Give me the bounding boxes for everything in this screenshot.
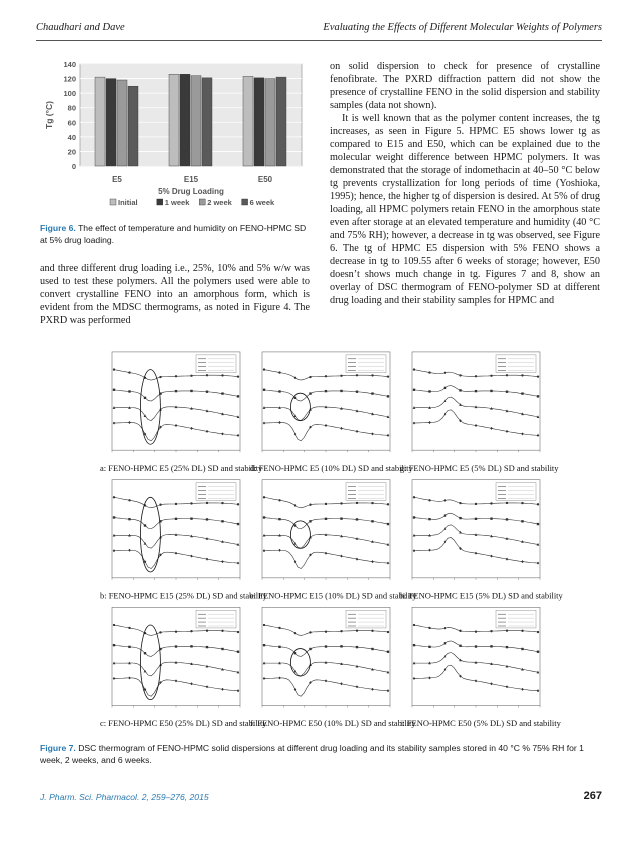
- bar-E50-1-week: [254, 78, 264, 166]
- curve-marker: [537, 503, 539, 505]
- curve-marker: [221, 502, 223, 504]
- curve-marker: [387, 395, 389, 397]
- curve-marker: [413, 516, 415, 518]
- bar-E50-2-week: [265, 79, 275, 166]
- figure-7-caption: [40, 742, 602, 766]
- thermogram-panel: [100, 352, 263, 473]
- header-authors: Chaudhari and Dave: [36, 22, 125, 33]
- panel-legend-box: [346, 610, 386, 628]
- curve-marker: [278, 371, 280, 373]
- curve-marker: [128, 390, 130, 392]
- curve-marker: [490, 630, 492, 632]
- curve-marker: [490, 645, 492, 647]
- curve-marker: [340, 630, 342, 632]
- panel-label: g: FENO-HPMC E5 (5% DL) SD and stability: [400, 462, 559, 473]
- curve-marker: [325, 503, 327, 505]
- x-tick-label: E50: [257, 175, 273, 184]
- bar-E15-1-week: [180, 74, 190, 166]
- curve-marker: [537, 395, 539, 397]
- curve-marker: [521, 374, 523, 376]
- curve-marker: [144, 524, 146, 526]
- curve-marker: [175, 390, 177, 392]
- curve-marker: [294, 632, 296, 634]
- curve-marker: [356, 518, 358, 520]
- panel-legend-box: [496, 610, 536, 628]
- legend-swatch: [242, 199, 248, 205]
- curve-marker: [371, 630, 373, 632]
- curve-marker: [506, 518, 508, 520]
- curve-marker: [309, 631, 311, 633]
- curve-marker: [325, 630, 327, 632]
- legend-label: Initial: [118, 198, 138, 207]
- header-rule: [36, 40, 602, 41]
- curve-marker: [537, 651, 539, 653]
- curve-marker: [444, 372, 446, 374]
- curve-marker: [506, 646, 508, 648]
- figure-6-caption-label: Figure 6.: [40, 223, 76, 233]
- curve-marker: [356, 502, 358, 504]
- right-column-text: [330, 60, 600, 307]
- curve-marker: [190, 390, 192, 392]
- curve-marker: [387, 631, 389, 633]
- curve-marker: [371, 374, 373, 376]
- curve-marker: [113, 624, 115, 626]
- y-tick-label: 120: [63, 74, 76, 84]
- panel-legend-box: [196, 355, 236, 373]
- curve-marker: [159, 376, 161, 378]
- thermogram-panel: [100, 480, 268, 601]
- curve-marker: [325, 645, 327, 647]
- curve-marker: [475, 630, 477, 632]
- curve-marker: [428, 499, 430, 501]
- curve-marker: [444, 627, 446, 629]
- curve-marker: [475, 518, 477, 520]
- panel-label: c: FENO-HPMC E50 (25% DL) SD and stability: [100, 718, 267, 729]
- curve-marker: [263, 644, 265, 646]
- curve-marker: [294, 397, 296, 399]
- curve-marker: [278, 627, 280, 629]
- curve-marker: [113, 496, 115, 498]
- running-header: [36, 22, 602, 38]
- bar-E5-1-week: [106, 79, 116, 166]
- figure-7-thermogram-grid: [96, 348, 563, 736]
- curve-marker: [459, 389, 461, 391]
- bar-E15-Initial: [169, 74, 179, 166]
- curve-marker: [278, 499, 280, 501]
- curve-marker: [428, 627, 430, 629]
- curve-marker: [490, 502, 492, 504]
- bar-E15-6-week: [202, 78, 212, 166]
- thermogram-panel: [250, 480, 417, 601]
- curve-marker: [175, 375, 177, 377]
- curve-marker: [537, 631, 539, 633]
- curve-marker: [340, 375, 342, 377]
- curve-marker: [237, 651, 239, 653]
- thermogram-panel: [400, 480, 564, 601]
- curve-marker: [325, 518, 327, 520]
- curve-marker: [175, 630, 177, 632]
- curve-marker: [444, 387, 446, 389]
- curve-marker: [113, 389, 115, 391]
- curve-marker: [459, 630, 461, 632]
- curve-marker: [521, 520, 523, 522]
- figure-6-bar-chart: [40, 58, 310, 218]
- curve-marker: [221, 392, 223, 394]
- curve-marker: [278, 518, 280, 520]
- curve-marker: [387, 375, 389, 377]
- curve-marker: [356, 374, 358, 376]
- curve-marker: [159, 631, 161, 633]
- y-tick-label: 40: [67, 132, 76, 142]
- curve-marker: [175, 503, 177, 505]
- bar-E50-6-week: [276, 77, 286, 166]
- legend-swatch: [110, 199, 116, 205]
- curve-marker: [206, 629, 208, 631]
- page-number: 267: [583, 790, 602, 802]
- curve-marker: [413, 644, 415, 646]
- curve-marker: [537, 375, 539, 377]
- paragraph: and three different drug loading i.e., 25%, 10% and 5% w/w was used to test these polymers. All the polymers used were able to convert crystalline FENO into an amorphous form, which is evident from the MDSC thermograms, as noted in Figure 4. The PXRD was performed: [40, 263, 310, 326]
- thermogram-panel: [400, 607, 562, 728]
- curve-marker: [428, 371, 430, 373]
- curve-marker: [263, 496, 265, 498]
- curve-marker: [521, 648, 523, 650]
- curve-marker: [371, 502, 373, 504]
- curve-marker: [159, 504, 161, 506]
- curve-marker: [371, 648, 373, 650]
- curve-marker: [444, 642, 446, 644]
- curve-marker: [413, 368, 415, 370]
- y-tick-label: 100: [63, 89, 76, 99]
- panel-label: f: FENO-HPMC E50 (10% DL) SD and stability: [250, 718, 416, 729]
- curve-marker: [356, 646, 358, 648]
- curve-marker: [340, 645, 342, 647]
- curve-marker: [190, 630, 192, 632]
- figure-6-caption: [40, 222, 308, 246]
- panel-label: d: FENO-HPMC E5 (10% DL) SD and stability: [250, 462, 413, 473]
- curve-marker: [340, 502, 342, 504]
- y-tick-label: 80: [67, 103, 76, 113]
- curve-marker: [128, 518, 130, 520]
- panel-legend-box: [196, 610, 236, 628]
- curve-marker: [521, 630, 523, 632]
- curve-marker: [206, 391, 208, 393]
- panel-legend-box: [496, 483, 536, 501]
- curve-marker: [413, 624, 415, 626]
- curve-marker: [237, 375, 239, 377]
- journal-citation: J. Pharm. Sci. Pharmacol. 2, 259–276, 2015: [40, 792, 209, 802]
- curve-marker: [221, 520, 223, 522]
- curve-marker: [206, 502, 208, 504]
- curve-marker: [387, 503, 389, 505]
- panel-label: i: FENO-HPMC E50 (5% DL) SD and stability: [400, 718, 561, 729]
- curve-marker: [237, 395, 239, 397]
- panel-label: a: FENO-HPMC E5 (25% DL) SD and stability: [100, 462, 263, 473]
- curve-marker: [459, 502, 461, 504]
- curve-marker: [309, 648, 311, 650]
- curve-marker: [475, 503, 477, 505]
- figure-7-caption-text: DSC thermogram of FENO-HPMC solid dispersions at different drug loading and its stability samples stored in 40 °C % 75% RH for 1 week, 2 weeks, and 6 weeks.: [40, 743, 584, 765]
- page-footer: [40, 792, 602, 808]
- curve-marker: [263, 624, 265, 626]
- curve-marker: [237, 523, 239, 525]
- curve-marker: [206, 518, 208, 520]
- curve-marker: [490, 517, 492, 519]
- curve-marker: [144, 397, 146, 399]
- panel-label: e: FENO-HPMC E15 (10% DL) SD and stability: [250, 590, 417, 601]
- curve-marker: [294, 377, 296, 379]
- x-tick-label: E15: [183, 175, 199, 184]
- legend-swatch: [199, 199, 205, 205]
- curve-marker: [490, 390, 492, 392]
- left-column-text: [40, 262, 310, 327]
- curve-marker: [113, 516, 115, 518]
- thermogram-panel: [100, 607, 267, 728]
- curve-marker: [475, 645, 477, 647]
- curve-marker: [475, 390, 477, 392]
- bar-E5-6-week: [128, 86, 138, 166]
- curve-marker: [144, 652, 146, 654]
- legend-label: 1 week: [164, 198, 190, 207]
- curve-marker: [263, 368, 265, 370]
- y-tick-label: 60: [67, 118, 76, 128]
- curve-marker: [521, 392, 523, 394]
- curve-marker: [371, 392, 373, 394]
- curve-marker: [263, 516, 265, 518]
- curve-marker: [263, 389, 265, 391]
- curve-marker: [113, 644, 115, 646]
- curve-marker: [294, 652, 296, 654]
- curve-marker: [294, 524, 296, 526]
- legend-label: 2 week: [207, 198, 232, 207]
- curve-marker: [190, 645, 192, 647]
- curve-marker: [128, 371, 130, 373]
- curve-marker: [428, 646, 430, 648]
- curve-marker: [325, 375, 327, 377]
- curve-marker: [387, 651, 389, 653]
- figure-7-caption-label: Figure 7.: [40, 743, 76, 753]
- curve-marker: [413, 496, 415, 498]
- curve-marker: [413, 389, 415, 391]
- curve-marker: [325, 390, 327, 392]
- curve-marker: [206, 646, 208, 648]
- curve-marker: [356, 391, 358, 393]
- panel-legend-box: [346, 355, 386, 373]
- curve-marker: [237, 503, 239, 505]
- curve-marker: [278, 390, 280, 392]
- curve-marker: [475, 375, 477, 377]
- curve-marker: [175, 518, 177, 520]
- panel-legend-box: [346, 483, 386, 501]
- curve-marker: [459, 645, 461, 647]
- curve-marker: [175, 645, 177, 647]
- curve-marker: [221, 648, 223, 650]
- panel-label: b: FENO-HPMC E15 (25% DL) SD and stability: [100, 590, 268, 601]
- curve-marker: [309, 520, 311, 522]
- curve-marker: [506, 502, 508, 504]
- curve-marker: [521, 502, 523, 504]
- curve-marker: [190, 502, 192, 504]
- curve-marker: [309, 504, 311, 506]
- curve-marker: [428, 518, 430, 520]
- curve-marker: [387, 523, 389, 525]
- bar-E15-2-week: [191, 76, 201, 166]
- paragraph: on solid dispersion to check for presence of crystalline fenofibrate. The PXRD diffraction pattern did not show the presence of crystalline FENO in the solid dispersion and stability samples (data not shown).: [330, 61, 600, 111]
- curve-marker: [428, 390, 430, 392]
- curve-marker: [190, 517, 192, 519]
- y-tick-label: 20: [67, 147, 76, 157]
- panel-label: h: FENO-HPMC E15 (5% DL) SD and stability: [400, 590, 563, 601]
- panel-legend-box: [196, 483, 236, 501]
- curve-marker: [490, 375, 492, 377]
- curve-marker: [309, 376, 311, 378]
- curve-marker: [506, 374, 508, 376]
- bar-E5-Initial: [95, 77, 105, 166]
- curve-marker: [459, 374, 461, 376]
- curve-marker: [340, 517, 342, 519]
- curve-marker: [506, 629, 508, 631]
- y-tick-label: 140: [63, 60, 76, 69]
- header-title: Evaluating the Effects of Different Molecular Weights of Polymers: [323, 22, 602, 33]
- curve-marker: [294, 504, 296, 506]
- curve-marker: [128, 627, 130, 629]
- curve-marker: [278, 646, 280, 648]
- panel-legend-box: [496, 355, 536, 373]
- curve-marker: [113, 368, 115, 370]
- thermogram-panel: [250, 607, 416, 728]
- curve-marker: [221, 374, 223, 376]
- curve-marker: [356, 629, 358, 631]
- curve-marker: [444, 514, 446, 516]
- bar-E5-2-week: [117, 80, 127, 166]
- curve-marker: [459, 517, 461, 519]
- curve-marker: [309, 392, 311, 394]
- curve-marker: [128, 646, 130, 648]
- thermogram-panel: [250, 352, 414, 473]
- thermogram-panel: [400, 352, 559, 473]
- curve-marker: [221, 630, 223, 632]
- bar-E50-Initial: [243, 76, 253, 166]
- curve-marker: [190, 375, 192, 377]
- figure-6-caption-text: The effect of temperature and humidity on FENO-HPMC SD at 5% drug loading.: [40, 223, 307, 245]
- x-axis-label: 5% Drug Loading: [158, 187, 224, 196]
- y-axis-label: Tg (°C): [44, 101, 54, 129]
- legend-swatch: [157, 199, 163, 205]
- curve-marker: [506, 391, 508, 393]
- curve-marker: [340, 390, 342, 392]
- curve-marker: [206, 374, 208, 376]
- curve-marker: [237, 631, 239, 633]
- curve-marker: [128, 499, 130, 501]
- curve-marker: [444, 499, 446, 501]
- paragraph: It is well known that as the polymer content increases, the tg increases, as seen in Figure 5. HPMC E5 shows lower tg as compared to E15 and E50, which can be explained due to the molecular weight difference between HPMC polymers. It was demonstrated that the storage of indomethacin at 40–50 °C below tg prevents crystallization for long periods of time (Yoshioka, 1995); hence, the higher tg of dispersion is desired. At 5% of drug loading, all HPMC polymers retain FENO in the amorphous state even after storage at an elevated temperature and humidity (40 °C and 75% RH); however, a decrease in tg was observed, see Figure 6. The tg of HPMC E5 dispersion with 5% FENO shows a decrease in tg to 109.55 after 6 weeks of storage; however, E50 doesn’t shows much change in tg. Figures 7 and 8, show an overlay of DSC thermogram of FENO-polymer SD at different drug loading and their stability samples for HPMC and: [330, 113, 600, 306]
- legend-label: 6 week: [249, 198, 275, 207]
- curve-marker: [371, 520, 373, 522]
- curve-marker: [537, 523, 539, 525]
- y-tick-label: 0: [71, 162, 76, 171]
- x-tick-label: E5: [112, 175, 122, 184]
